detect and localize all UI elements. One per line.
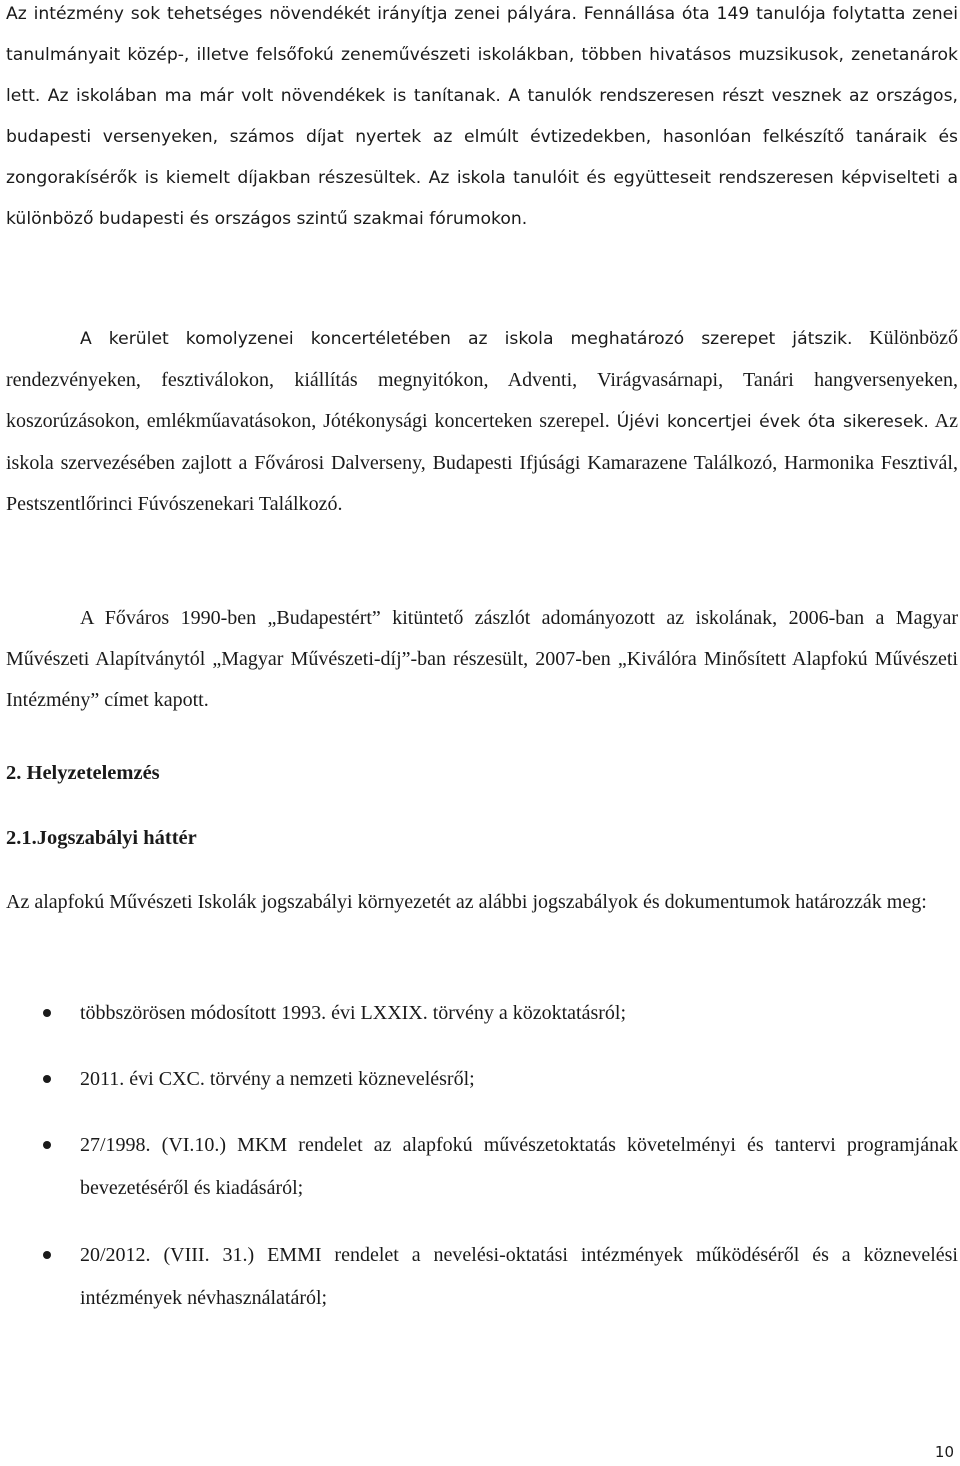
bullet-icon [43,1141,51,1149]
bullet-icon [43,1251,51,1259]
list-item-text: 20/2012. (VIII. 31.) EMMI rendelet a nevelési-oktatási intézmények működéséről és a köznevelési intézmények névhasználatáról; [80,1244,958,1309]
concert-life-lead: A kerület komolyzenei koncertéletében az iskola meghatározó szerepet játszik. [80,329,853,349]
bullet-icon [43,1075,51,1083]
page-number: 10 [934,1443,954,1461]
concert-life-events: Különböző rendezvényeken, fesztiválokon, kiállítás megnyitókon, Adventi, Virágvasárnapi, Tanári hangversenyeken, koszorúzásokon, emlékműavatásokon, Jótékonysági koncerteken szerepel. [6,327,959,432]
list-item-text: többszörösen módosított 1993. évi LXXIX. törvény a közoktatásról; [80,1002,627,1024]
paragraph-legal-intro: Az alapfokú Művészeti Iskolák jogszabályi környezetét az alábbi jogszabályok és dokumentumok határozzák meg: [6,891,927,913]
list-item [80,1058,958,1101]
list-item-text: 27/1998. (VI.10.) MKM rendelet az alapfokú művészetoktatás követelményi és tantervi programjának bevezetéséről és kiadásáról; [80,1134,958,1199]
list-item [80,1124,958,1210]
paragraph-achievements: Az intézmény sok tehetséges növendékét irányítja zenei pályára. Fennállása óta 149 tanulója folytatta zenei tanulmányait közép-, illetve felsőfokú zeneművészeti iskolákban, többen hivatásos muzsikusok, zenetanárok lett. Az iskolában ma már volt növendékek is tanítanak. A tanulók rendszeresen részt vesznek az országos, budapesti versenyeken, számos díjat nyertek az elmúlt évtizedekben, hasonlóan felkészítő tanáraik és zongorakísérők is kiemelt díjakban részesültek. Az iskola tanulóit és együtteseit rendszeresen képviselteti a különböző budapesti és országos szintű szakmai fórumokon. [6,4,958,229]
section-heading-situation-analysis: 2. Helyzetelemzés [6,762,160,784]
bullet-icon [43,1009,51,1017]
paragraph-awards: A Főváros 1990-ben „Budapestért” kitüntető zászlót adományozott az iskolának, 2006-ban a Magyar Művészeti Alapítványtól „Magyar Művészeti-díj”-ban részesült, 2007-ben „Kiválóra Minősített Alapfokú Művészeti Intézmény” címet kapott. [6,607,958,711]
list-item-text: 2011. évi CXC. törvény a nemzeti köznevelésről; [80,1068,475,1090]
list-item [80,992,958,1035]
concert-life-organized: Az iskola szervezésében zajlott a Fővárosi Dalverseny, Budapesti Ifjúsági Kamarazene Találkozó, Harmonika Fesztivál, Pestszentlőrinci Fúvószenekari Találkozó. [6,410,958,515]
paragraph-concert-life [6,318,958,525]
concert-life-new-year: Újévi koncertjei évek óta sikeresek. [616,412,929,432]
list-item [80,1234,958,1320]
subsection-heading-legal-background: 2.1.Jogszabályi háttér [6,827,197,849]
